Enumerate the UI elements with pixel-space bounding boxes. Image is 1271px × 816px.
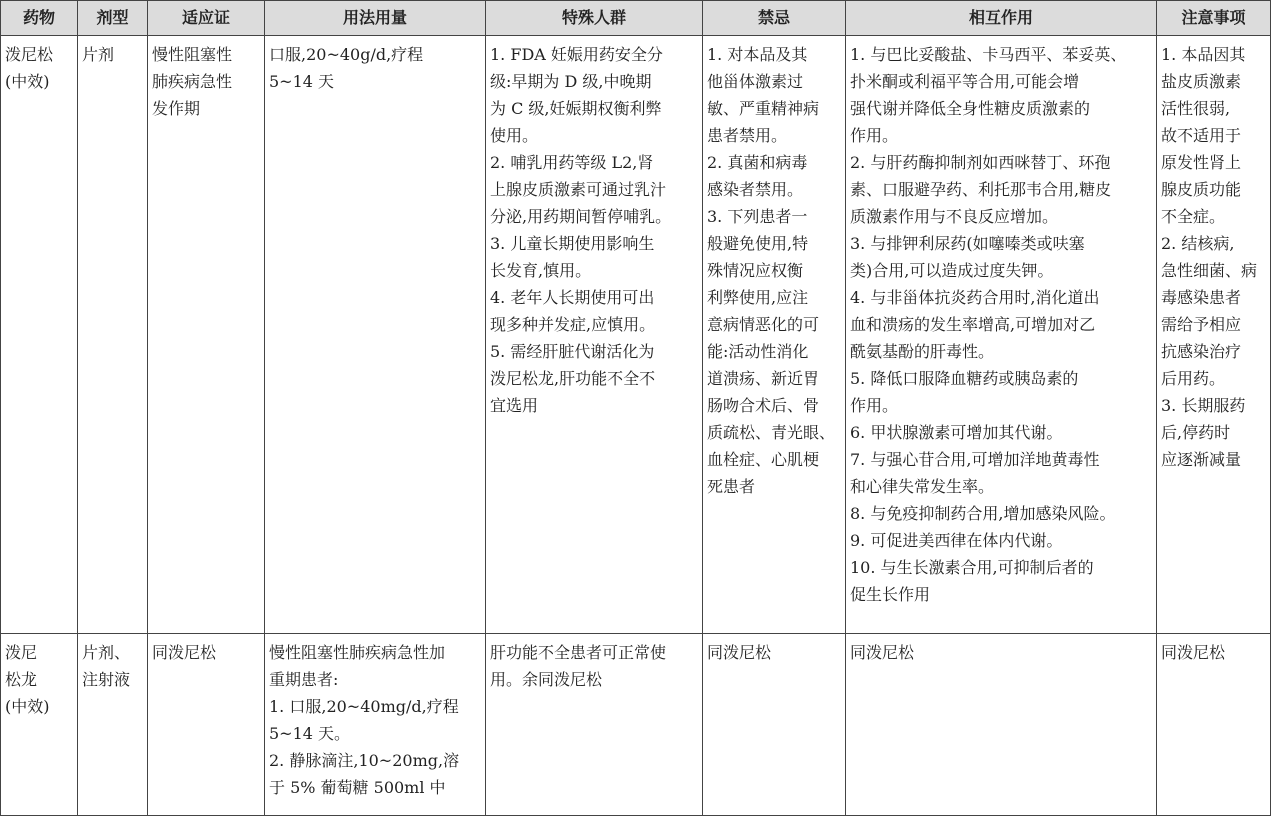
- cell-line: 1. 口服,20~40mg/d,疗程: [269, 697, 459, 716]
- cell-line: 故不适用于: [1161, 126, 1242, 145]
- cell-line: 8. 与免疫抑制药合用,增加感染风险。: [850, 504, 1116, 523]
- cell-line: 和心律失常发生率。: [850, 477, 995, 496]
- cell-line: 同泼尼松: [1161, 643, 1226, 662]
- cell-form: [78, 634, 148, 816]
- cell-line: 原发性肾上: [1161, 153, 1242, 172]
- cell-line: 3. 与排钾利尿药(如噻嗪类或呋塞: [850, 234, 1085, 253]
- cell-line: (中效): [5, 697, 50, 716]
- cell-line: 意病情恶化的可: [707, 315, 820, 334]
- cell-line: 慢性阻塞性肺疾病急性加: [269, 643, 446, 662]
- cell-line: 后用药。: [1161, 369, 1226, 388]
- header-dosage: 用法用量: [265, 1, 486, 36]
- cell-contraindication: [703, 634, 846, 816]
- cell-interaction: [846, 634, 1157, 816]
- cell-line: 现多种并发症,应慎用。: [490, 315, 656, 334]
- cell-line: 2. 哺乳用药等级 L2,肾: [490, 153, 654, 172]
- cell-line: 1. 本品因其: [1161, 45, 1246, 64]
- header-notes: 注意事项: [1157, 1, 1271, 36]
- cell-line: 抗感染治疗: [1161, 342, 1242, 361]
- cell-line: 使用。: [490, 126, 539, 145]
- cell-line: 2. 真菌和病毒: [707, 153, 808, 172]
- cell-line: 于 5% 葡萄糖 500ml 中: [269, 778, 446, 797]
- cell-line: 分泌,用药期间暂停哺乳。: [490, 207, 672, 226]
- cell-special-population: [486, 36, 703, 634]
- header-special-population: 特殊人群: [486, 1, 703, 36]
- cell-line: 松龙: [5, 670, 38, 689]
- cell-line: 血栓症、心肌梗: [707, 450, 820, 469]
- cell-line: 5. 需经肝脏代谢活化为: [490, 342, 655, 361]
- table-row: [1, 634, 1271, 816]
- cell-interaction: [846, 36, 1157, 634]
- cell-line: 殊情况应权衡: [707, 261, 804, 280]
- header-indication: 适应证: [148, 1, 265, 36]
- cell-line: 片剂、: [82, 643, 131, 662]
- cell-line: 口服,20~40g/d,疗程: [269, 45, 424, 64]
- cell-line: 促生长作用: [850, 585, 931, 604]
- table-row: [1, 36, 1271, 634]
- cell-form: [78, 36, 148, 634]
- cell-line: 注射液: [82, 670, 131, 689]
- cell-line: 不全症。: [1161, 207, 1226, 226]
- cell-notes: [1157, 634, 1271, 816]
- cell-indication: [148, 634, 265, 816]
- cell-line: 上腺皮质激素可通过乳汁: [490, 180, 667, 199]
- cell-line: 同泼尼松: [152, 643, 217, 662]
- cell-line: 急性细菌、病: [1161, 261, 1258, 280]
- cell-line: 泼尼: [5, 643, 38, 662]
- cell-line: 毒感染患者: [1161, 288, 1242, 307]
- header-contraindication: 禁忌: [703, 1, 846, 36]
- cell-line: 4. 老年人长期使用可出: [490, 288, 655, 307]
- cell-drug: [1, 36, 78, 634]
- cell-line: 应逐渐减量: [1161, 450, 1242, 469]
- cell-line: 2. 静脉滴注,10~20mg,溶: [269, 751, 460, 770]
- cell-line: 质疏松、青光眼、: [707, 423, 836, 442]
- cell-line: 同泼尼松: [850, 643, 915, 662]
- cell-line: 1. 与巴比妥酸盐、卡马西平、苯妥英、: [850, 45, 1127, 64]
- cell-line: 后,停药时: [1161, 423, 1231, 442]
- cell-line: 肠吻合术后、骨: [707, 396, 820, 415]
- cell-line: 4. 与非甾体抗炎药合用时,消化道出: [850, 288, 1100, 307]
- cell-line: 为 C 级,妊娠期权衡利弊: [490, 99, 662, 118]
- cell-line: 5. 降低口服降血糖药或胰岛素的: [850, 369, 1079, 388]
- cell-indication: [148, 36, 265, 634]
- cell-line: 慢性阻塞性: [152, 45, 233, 64]
- cell-line: 能:活动性消化: [707, 342, 809, 361]
- cell-line: 道溃疡、新近胃: [707, 369, 820, 388]
- cell-dosage: [265, 634, 486, 816]
- cell-line: 2. 与肝药酶抑制剂如西咪替丁、环孢: [850, 153, 1111, 172]
- cell-line: 敏、严重精神病: [707, 99, 820, 118]
- cell-line: 发作期: [152, 99, 201, 118]
- cell-line: 死患者: [707, 477, 756, 496]
- cell-line: 盐皮质激素: [1161, 72, 1242, 91]
- cell-line: 血和溃疡的发生率增高,可增加对乙: [850, 315, 1096, 334]
- cell-line: 级:早期为 D 级,中晚期: [490, 72, 652, 91]
- cell-drug: [1, 634, 78, 816]
- cell-line: 他甾体激素过: [707, 72, 804, 91]
- cell-line: 9. 可促进美西律在体内代谢。: [850, 531, 1063, 550]
- cell-line: 1. FDA 妊娠用药安全分: [490, 45, 663, 64]
- cell-line: 强代谢并降低全身性糖皮质激素的: [850, 99, 1091, 118]
- cell-line: 素、口服避孕药、利托那韦合用,糖皮: [850, 180, 1112, 199]
- cell-contraindication: [703, 36, 846, 634]
- header-interaction: 相互作用: [846, 1, 1157, 36]
- cell-line: 长发育,慎用。: [490, 261, 592, 280]
- cell-line: 6. 甲状腺激素可增加其代谢。: [850, 423, 1063, 442]
- cell-line: 重期患者:: [269, 670, 339, 689]
- cell-line: 般避免使用,特: [707, 234, 809, 253]
- cell-line: 泼尼松龙,肝功能不全不: [490, 369, 656, 388]
- cell-line: 1. 对本品及其: [707, 45, 808, 64]
- cell-line: 扑米酮或利福平等合用,可能会增: [850, 72, 1080, 91]
- cell-line: 感染者禁用。: [707, 180, 804, 199]
- cell-line: 片剂: [82, 45, 115, 64]
- cell-line: 3. 下列患者一: [707, 207, 808, 226]
- cell-line: 3. 长期服药: [1161, 396, 1246, 415]
- cell-special-population: [486, 634, 703, 816]
- header-row: [1, 1, 1271, 36]
- cell-notes: [1157, 36, 1271, 634]
- cell-line: 作用。: [850, 126, 899, 145]
- cell-line: 作用。: [850, 396, 899, 415]
- cell-line: 2. 结核病,: [1161, 234, 1235, 253]
- cell-line: 5~14 天。: [269, 724, 351, 743]
- cell-line: 质激素作用与不良反应增加。: [850, 207, 1059, 226]
- cell-line: 3. 儿童长期使用影响生: [490, 234, 655, 253]
- cell-line: 腺皮质功能: [1161, 180, 1242, 199]
- cell-line: 泼尼松: [5, 45, 54, 64]
- cell-line: 类)合用,可以造成过度失钾。: [850, 261, 1054, 280]
- cell-line: 患者禁用。: [707, 126, 788, 145]
- cell-line: 宜选用: [490, 396, 539, 415]
- cell-line: 酰氨基酚的肝毒性。: [850, 342, 995, 361]
- cell-line: 需给予相应: [1161, 315, 1242, 334]
- cell-line: (中效): [5, 72, 50, 91]
- header-drug: 药物: [1, 1, 78, 36]
- cell-line: 7. 与强心苷合用,可增加洋地黄毒性: [850, 450, 1100, 469]
- cell-line: 活性很弱,: [1161, 99, 1231, 118]
- cell-line: 10. 与生长激素合用,可抑制后者的: [850, 558, 1094, 577]
- cell-line: 同泼尼松: [707, 643, 772, 662]
- header-form: 剂型: [78, 1, 148, 36]
- cell-line: 5~14 天: [269, 72, 335, 91]
- cell-dosage: [265, 36, 486, 634]
- cell-line: 肺疾病急性: [152, 72, 233, 91]
- cell-line: 肝功能不全患者可正常使: [490, 643, 667, 662]
- cell-line: 用。余同泼尼松: [490, 670, 603, 689]
- cell-line: 利弊使用,应注: [707, 288, 809, 307]
